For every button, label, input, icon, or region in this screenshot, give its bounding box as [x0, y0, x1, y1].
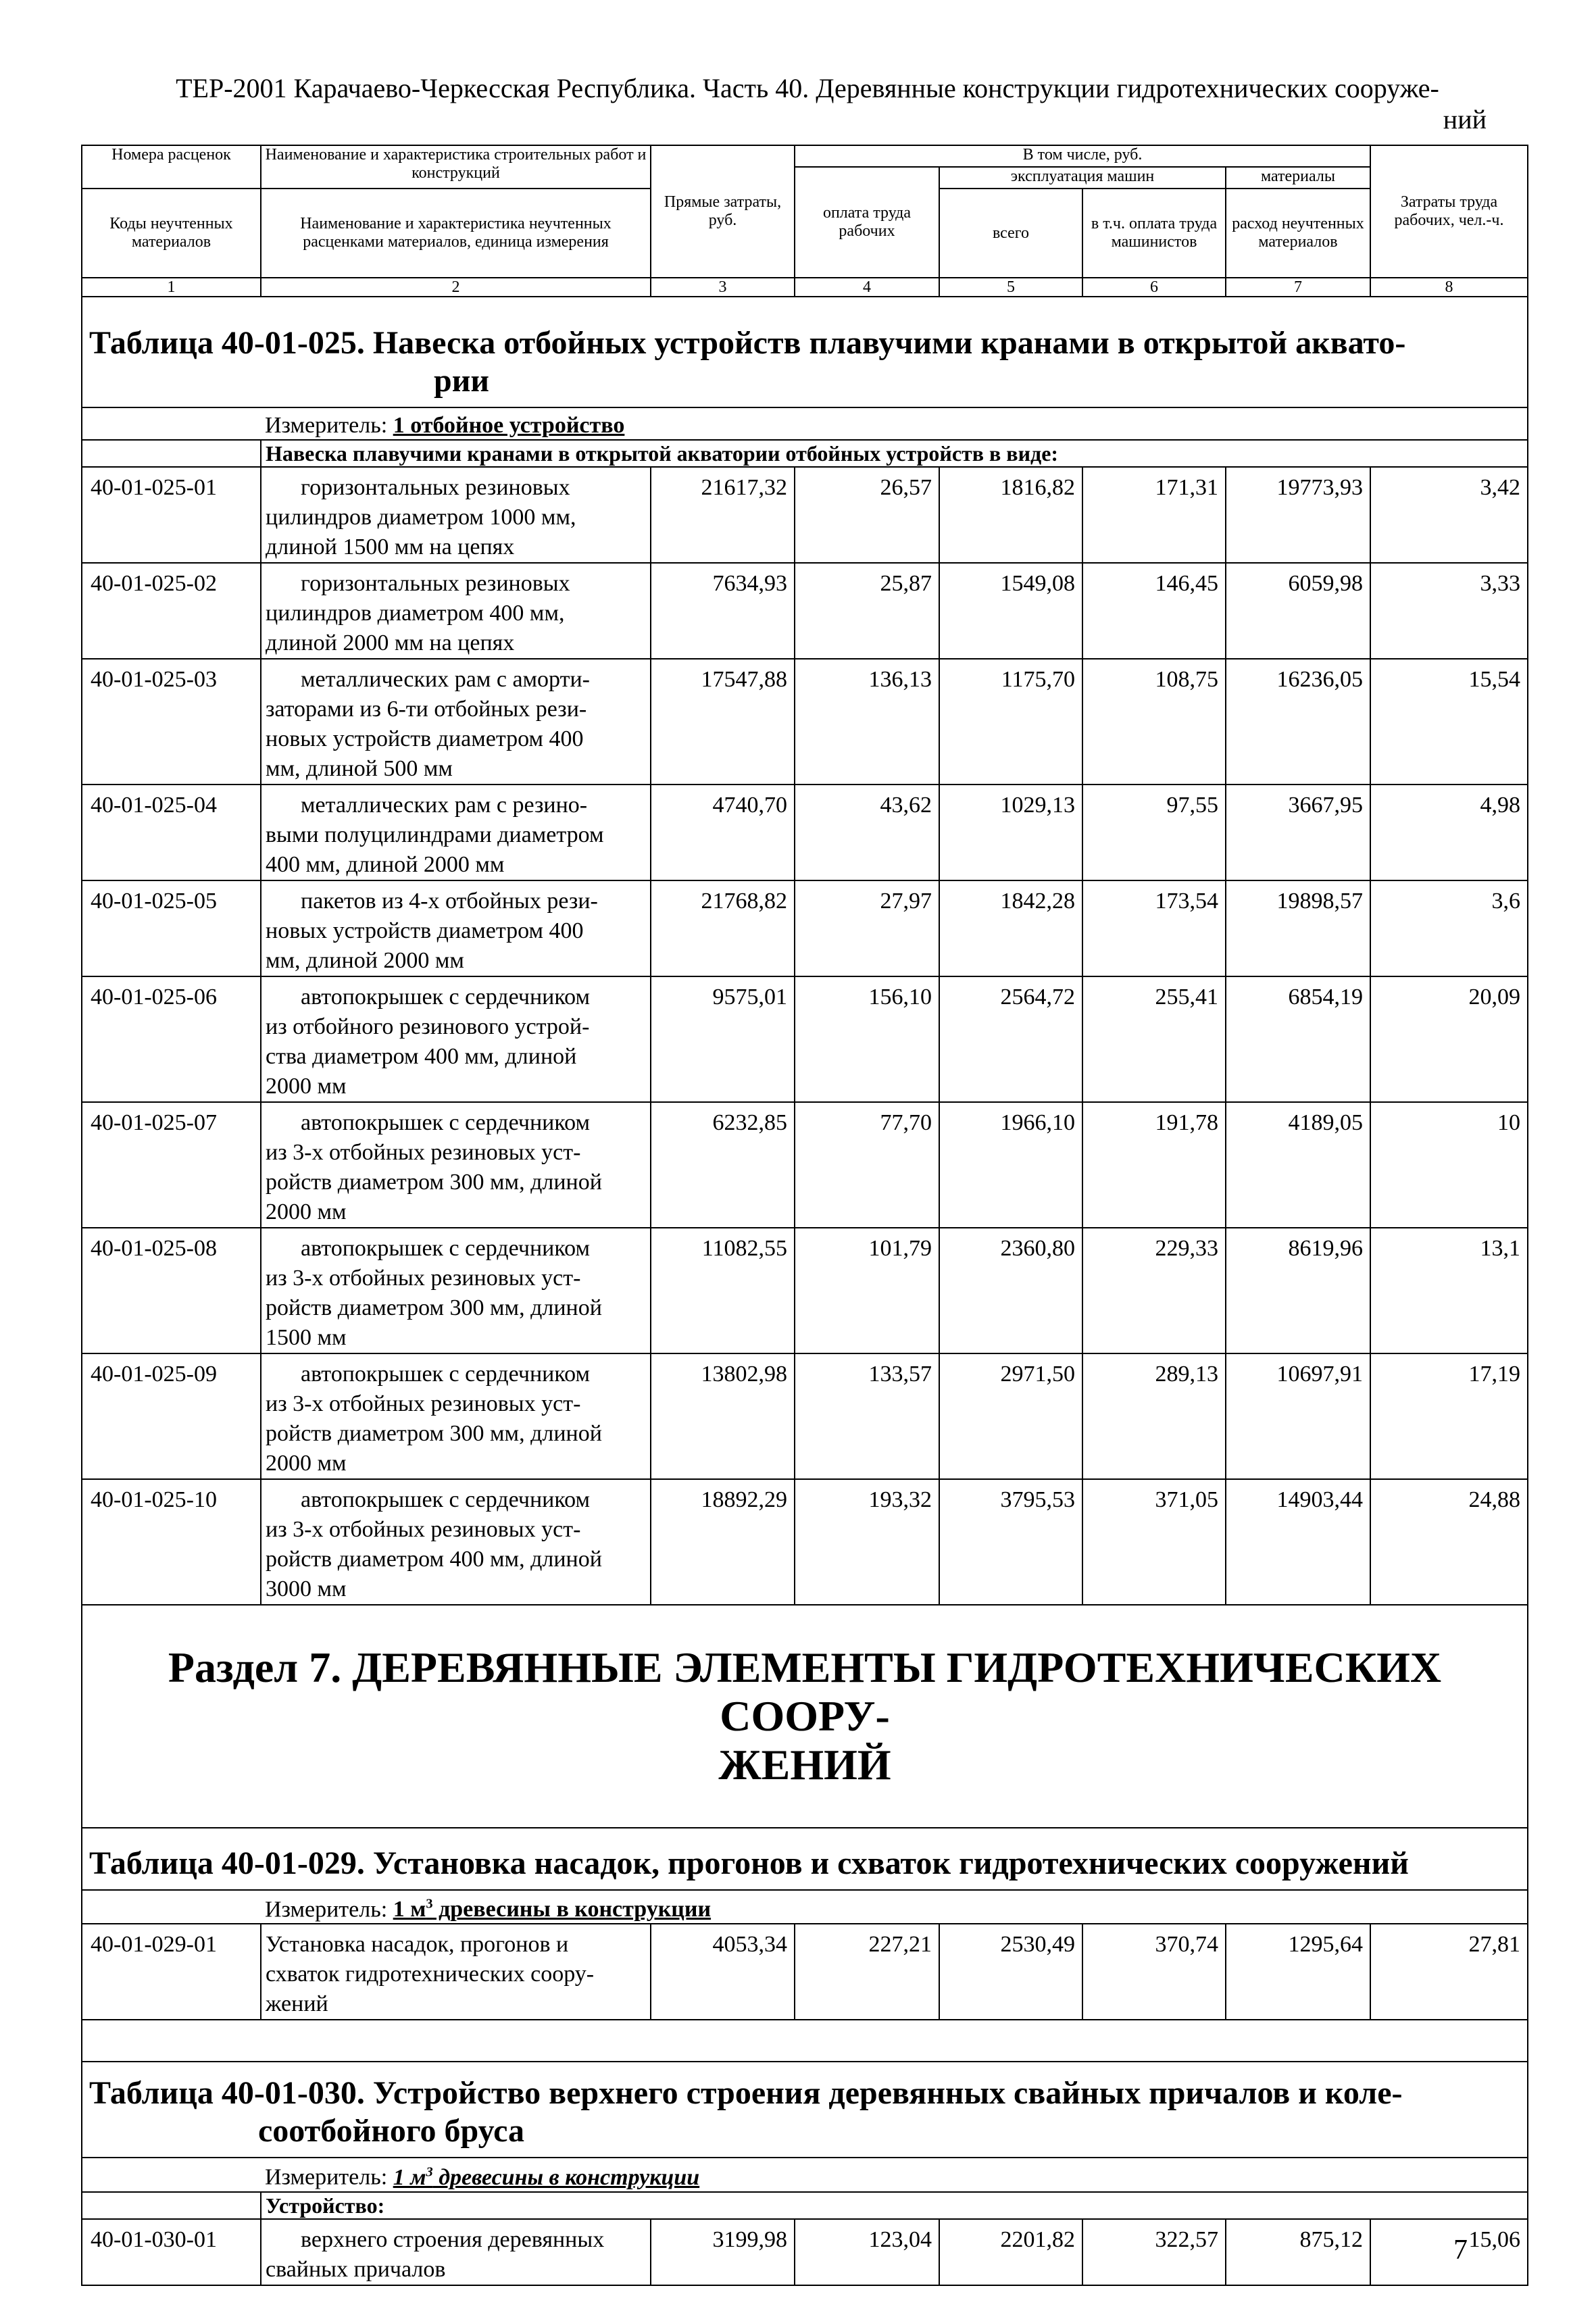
table-row	[82, 976, 1528, 1102]
direct-costs: 13802,98	[651, 1353, 795, 1479]
description-line: цилиндров диаметром 400 мм,	[266, 601, 565, 626]
material-usage: 14903,44	[1226, 1479, 1370, 1605]
rate-code: 40-01-025-10	[82, 1479, 261, 1605]
col-direct-costs-header: Прямые затраты, руб.	[651, 145, 795, 278]
material-usage: 8619,96	[1226, 1228, 1370, 1353]
labor-hours: 4,98	[1370, 785, 1528, 880]
operator-pay: 146,45	[1082, 563, 1226, 659]
col-group-header: В том числе, руб.	[795, 145, 1370, 167]
table-030-meter: Измеритель: 1 $м^3$ древесины в конструкции	[82, 2158, 1528, 2191]
direct-costs: 7634,93	[651, 563, 795, 659]
table-row	[82, 785, 1528, 880]
column-number: 3	[651, 278, 795, 297]
labor-pay: 136,13	[795, 659, 939, 785]
machines-total: 2564,72	[939, 976, 1082, 1102]
work-description	[261, 880, 651, 976]
work-description	[261, 785, 651, 880]
column-number: 5	[939, 278, 1082, 297]
material-usage: 6854,19	[1226, 976, 1370, 1102]
col-operator-pay-header: в т.ч. оплата труда машинистов	[1082, 189, 1226, 278]
operator-pay: 255,41	[1082, 976, 1226, 1102]
table-row	[82, 1102, 1528, 1228]
description-line: из 3-х отбойных резиновых уст-	[266, 1266, 581, 1291]
col-machines-total-header: всего	[939, 189, 1082, 278]
direct-costs: 17547,88	[651, 659, 795, 785]
description-line: из 3-х отбойных резиновых уст-	[266, 1391, 581, 1416]
direct-costs: 18892,29	[651, 1479, 795, 1605]
col-materials-header: материалы	[1226, 167, 1370, 189]
column-number: 1	[82, 278, 261, 297]
labor-pay: 26,57	[795, 467, 939, 563]
table-row	[82, 2219, 1528, 2285]
work-description	[261, 1102, 651, 1228]
labor-pay: 156,10	[795, 976, 939, 1102]
description-line: заторами из 6-ти отбойных рези-	[266, 697, 587, 722]
operator-pay: 171,31	[1082, 467, 1226, 563]
labor-pay: 227,21	[795, 1924, 939, 2020]
table-025-meter: Измеритель: 1 отбойное устройство	[82, 407, 1528, 440]
labor-hours: 3,6	[1370, 880, 1528, 976]
description-line: мм, длиной 2000 мм	[266, 948, 464, 973]
col-machines-header: эксплуатация машин	[939, 167, 1226, 189]
description-line: ройств диаметром 300 мм, длиной	[266, 1170, 602, 1195]
operator-pay: 173,54	[1082, 880, 1226, 976]
material-usage: 4189,05	[1226, 1102, 1370, 1228]
description-line: 3000 мм	[266, 1576, 347, 1601]
header-row-1	[82, 145, 1528, 167]
table-030-title-row	[82, 2062, 1528, 2158]
rate-code: 40-01-025-05	[82, 880, 261, 976]
work-description	[261, 467, 651, 563]
col-material-usage-header: расход неучтенных материалов	[1226, 189, 1370, 278]
description-line: длиной 1500 мм на цепях	[266, 534, 515, 559]
table-030-subheading: Устройство:	[261, 2192, 1528, 2219]
material-usage: 16236,05	[1226, 659, 1370, 785]
document-header	[128, 73, 1487, 135]
direct-costs: 4053,34	[651, 1924, 795, 2020]
direct-costs: 4740,70	[651, 785, 795, 880]
operator-pay: 229,33	[1082, 1228, 1226, 1353]
description-line: ства диаметром 400 мм, длиной	[266, 1044, 577, 1069]
rate-code: 40-01-025-07	[82, 1102, 261, 1228]
rate-code: 40-01-025-06	[82, 976, 261, 1102]
table-025-meter-row	[82, 407, 1528, 440]
table-row	[82, 563, 1528, 659]
description-line: ройств диаметром 300 мм, длиной	[266, 1421, 602, 1446]
column-number: 2	[261, 278, 651, 297]
page-number: 7	[1453, 2235, 1468, 2266]
machines-total: 1966,10	[939, 1102, 1082, 1228]
labor-pay: 43,62	[795, 785, 939, 880]
operator-pay: 371,05	[1082, 1479, 1226, 1605]
description-line: мм, длиной 500 мм	[266, 756, 453, 781]
labor-hours: 15,06	[1370, 2219, 1528, 2285]
description-line: 2000 мм	[266, 1199, 347, 1224]
operator-pay: 370,74	[1082, 1924, 1226, 2020]
work-description	[261, 659, 651, 785]
machines-total: 3795,53	[939, 1479, 1082, 1605]
material-usage: 875,12	[1226, 2219, 1370, 2285]
rate-code: 40-01-025-04	[82, 785, 261, 880]
table-025-rows	[82, 467, 1528, 1605]
description-line: автопокрышек с сердечником	[301, 1487, 590, 1512]
description-line: выми полуцилиндрами диаметром	[266, 822, 604, 847]
header-line-1: ТЕР-2001 Карачаево-Черкесская Республика. Часть 40. Деревянные конструкции гидротехнических сооруже-	[176, 73, 1439, 103]
col-labor-pay-header: оплата труда рабочих	[795, 167, 939, 278]
labor-hours: 13,1	[1370, 1228, 1528, 1353]
machines-total: 2530,49	[939, 1924, 1082, 2020]
table-030-title: Таблица 40-01-030. Устройство верхнего строения деревянных свайных причалов и коле- соотбойного бруса	[82, 2062, 1528, 2158]
table-030-meter-row	[82, 2158, 1528, 2191]
description-line: Установка насадок, прогонов и	[266, 1932, 569, 1958]
work-description	[261, 1479, 651, 1605]
work-description	[261, 976, 651, 1102]
description-line: новых устройств диаметром 400	[266, 918, 584, 943]
description-line: автопокрышек с сердечником	[301, 985, 590, 1010]
description-line: горизонтальных резиновых	[301, 475, 570, 500]
machines-total: 1549,08	[939, 563, 1082, 659]
labor-hours: 24,88	[1370, 1479, 1528, 1605]
col-work-name-header: Наименование и характеристика строительных работ и конструкций	[261, 145, 651, 189]
table-025-subheading-row	[82, 440, 1528, 467]
rate-code: 40-01-025-08	[82, 1228, 261, 1353]
col-rate-number-header: Номера расценок	[82, 145, 261, 189]
rate-code: 40-01-025-09	[82, 1353, 261, 1479]
machines-total: 1029,13	[939, 785, 1082, 880]
description-line: свайных причалов	[266, 2256, 446, 2282]
direct-costs: 6232,85	[651, 1102, 795, 1228]
column-numbers-row	[82, 278, 1528, 297]
direct-costs: 9575,01	[651, 976, 795, 1102]
work-description	[261, 1924, 651, 2020]
col-material-names-header: Наименование и характеристика неучтенных расценками материалов, единица измерения	[261, 189, 651, 278]
labor-hours: 20,09	[1370, 976, 1528, 1102]
operator-pay: 322,57	[1082, 2219, 1226, 2285]
table-row	[82, 1353, 1528, 1479]
operator-pay: 108,75	[1082, 659, 1226, 785]
work-description	[261, 1228, 651, 1353]
operator-pay: 289,13	[1082, 1353, 1226, 1479]
description-line: ройств диаметром 400 мм, длиной	[266, 1547, 602, 1572]
rate-code: 40-01-030-01	[82, 2219, 261, 2285]
work-description	[261, 563, 651, 659]
rate-code: 40-01-025-03	[82, 659, 261, 785]
column-number: 8	[1370, 278, 1528, 297]
description-line: автопокрышек с сердечником	[301, 1236, 590, 1261]
machines-total: 2971,50	[939, 1353, 1082, 1479]
description-line: 1500 мм	[266, 1325, 347, 1350]
description-line: из 3-х отбойных резиновых уст-	[266, 1140, 581, 1165]
labor-hours: 17,19	[1370, 1353, 1528, 1479]
description-line: из 3-х отбойных резиновых уст-	[266, 1517, 581, 1542]
labor-pay: 133,57	[795, 1353, 939, 1479]
table-029-title: Таблица 40-01-029. Установка насадок, прогонов и схваток гидротехнических сооружений	[82, 1828, 1528, 1890]
table-030-subheading-row	[82, 2192, 1528, 2219]
labor-hours: 15,54	[1370, 659, 1528, 785]
description-line: жений	[266, 1991, 328, 2017]
description-line: новых устройств диаметром 400	[266, 726, 584, 751]
description-line: 2000 мм	[266, 1451, 347, 1476]
material-usage: 19898,57	[1226, 880, 1370, 976]
description-line: металлических рам с аморти-	[301, 667, 590, 692]
description-line: схваток гидротехнических соору-	[266, 1962, 595, 1987]
description-line: верхнего строения деревянных	[301, 2226, 605, 2252]
description-line: автопокрышек с сердечником	[301, 1362, 590, 1387]
table-row	[82, 880, 1528, 976]
material-usage: 3667,95	[1226, 785, 1370, 880]
description-line: металлических рам с резино-	[301, 793, 588, 818]
machines-total: 2360,80	[939, 1228, 1082, 1353]
material-usage: 1295,64	[1226, 1924, 1370, 2020]
table-025-subheading: Навеска плавучими кранами в открытой акватории отбойных устройств в виде:	[261, 440, 1528, 467]
direct-costs: 21617,32	[651, 467, 795, 563]
table-029-meter-row	[82, 1890, 1528, 1924]
column-number: 7	[1226, 278, 1370, 297]
table-029-title-row	[82, 1828, 1528, 1890]
work-description	[261, 2219, 651, 2285]
table-row	[82, 659, 1528, 785]
table-029-meter: Измеритель: 1 $м^3$ древесины в конструкции	[82, 1890, 1528, 1924]
description-line: 400 мм, длиной 2000 мм	[266, 852, 505, 877]
machines-total: 1842,28	[939, 880, 1082, 976]
description-line: ройств диаметром 300 мм, длиной	[266, 1295, 602, 1320]
labor-pay: 27,97	[795, 880, 939, 976]
machines-total: 1816,82	[939, 467, 1082, 563]
labor-hours: 10	[1370, 1102, 1528, 1228]
description-line: пакетов из 4-х отбойных рези-	[301, 889, 598, 914]
rates-table	[81, 145, 1528, 2286]
description-line: 2000 мм	[266, 1074, 347, 1099]
operator-pay: 191,78	[1082, 1102, 1226, 1228]
machines-total: 2201,82	[939, 2219, 1082, 2285]
direct-costs: 21768,82	[651, 880, 795, 976]
table-025-title-row	[82, 297, 1528, 407]
table-030-rows	[82, 2219, 1528, 2285]
operator-pay: 97,55	[1082, 785, 1226, 880]
header-line-2: ний	[1443, 104, 1487, 134]
table-row	[82, 1479, 1528, 1605]
table-025-title: Таблица 40-01-025. Навеска отбойных устройств плавучими кранами в открытой аквато- рии	[82, 297, 1528, 407]
direct-costs: 11082,55	[651, 1228, 795, 1353]
column-number: 6	[1082, 278, 1226, 297]
description-line: горизонтальных резиновых	[301, 571, 570, 596]
column-number: 4	[795, 278, 939, 297]
table-row	[82, 1924, 1528, 2020]
description-line: длиной 2000 мм на цепях	[266, 630, 515, 655]
rate-code: 40-01-025-01	[82, 467, 261, 563]
labor-pay: 123,04	[795, 2219, 939, 2285]
labor-hours: 3,33	[1370, 563, 1528, 659]
machines-total: 1175,70	[939, 659, 1082, 785]
table-029-rows	[82, 1924, 1528, 2020]
material-usage: 10697,91	[1226, 1353, 1370, 1479]
rate-code: 40-01-029-01	[82, 1924, 261, 2020]
table-row	[82, 1228, 1528, 1353]
description-line: автопокрышек с сердечником	[301, 1110, 590, 1135]
labor-pay: 193,32	[795, 1479, 939, 1605]
section-7-title: Раздел 7. ДЕРЕВЯННЫЕ ЭЛЕМЕНТЫ ГИДРОТЕХНИЧЕСКИХ СООРУ- ЖЕНИЙ	[82, 1605, 1528, 1828]
labor-hours: 27,81	[1370, 1924, 1528, 2020]
section-7-row	[82, 1605, 1528, 1828]
material-usage: 6059,98	[1226, 563, 1370, 659]
table-row	[82, 467, 1528, 563]
description-line: из отбойного резинового устрой-	[266, 1014, 590, 1039]
rate-code: 40-01-025-02	[82, 563, 261, 659]
labor-pay: 25,87	[795, 563, 939, 659]
col-material-codes-header: Коды неучтенных материалов	[82, 189, 261, 278]
labor-hours: 3,42	[1370, 467, 1528, 563]
work-description	[261, 1353, 651, 1479]
description-line: цилиндров диаметром 1000 мм,	[266, 505, 576, 530]
labor-pay: 77,70	[795, 1102, 939, 1228]
col-labor-hours-header: Затраты труда рабочих, чел.-ч.	[1370, 145, 1528, 278]
material-usage: 19773,93	[1226, 467, 1370, 563]
direct-costs: 3199,98	[651, 2219, 795, 2285]
labor-pay: 101,79	[795, 1228, 939, 1353]
